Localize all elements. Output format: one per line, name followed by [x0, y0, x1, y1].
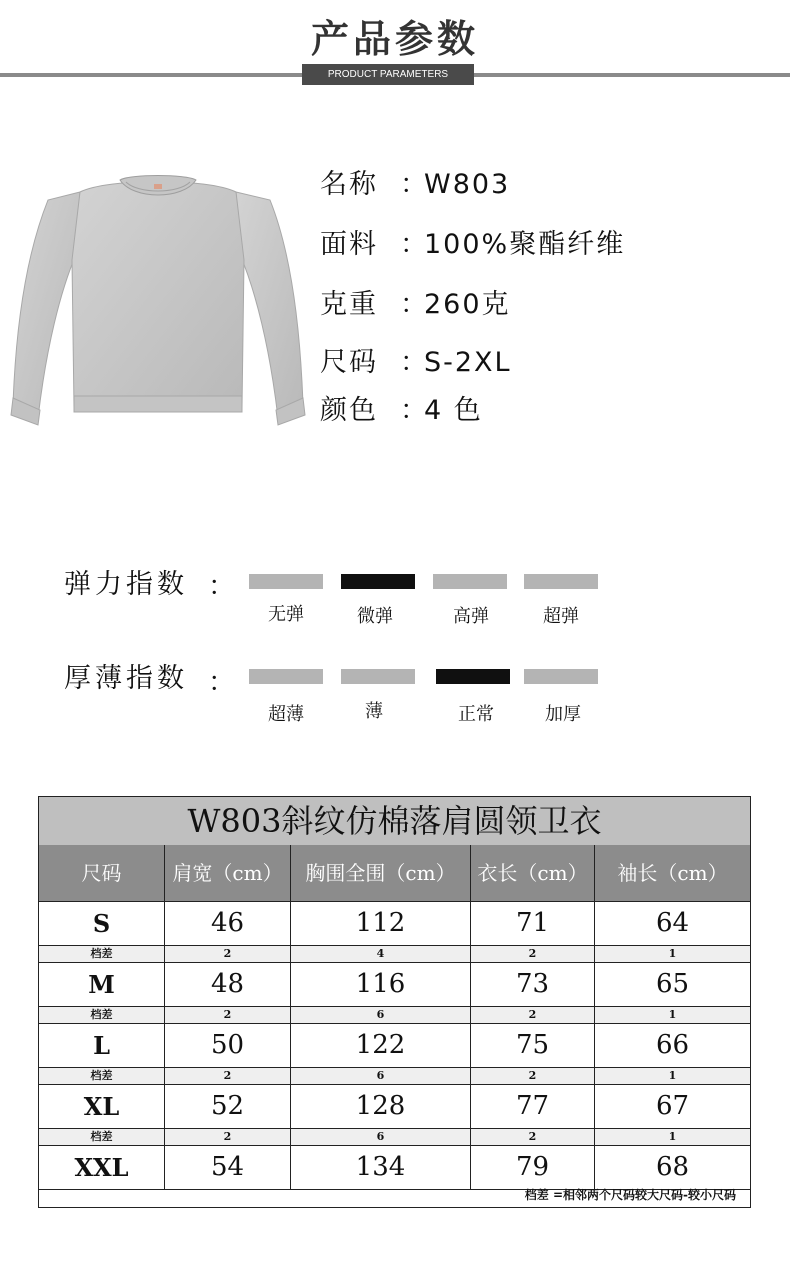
value-cell: 67: [655, 1091, 690, 1121]
spec-value: 260克: [424, 289, 511, 320]
table-row: [39, 1024, 750, 1068]
diff-cell: 6: [291, 1007, 471, 1023]
value-cell: 128: [291, 1085, 471, 1128]
value-cell: 66: [655, 1030, 690, 1060]
value-cell: 77: [471, 1085, 595, 1128]
elasticity-option: 高弹: [453, 606, 489, 627]
table-footnote: 档差 =相邻两个尺码较大尺码-较小尺码: [524, 1188, 736, 1202]
diff-cell: 1: [668, 1069, 677, 1082]
elasticity-option: 微弹: [357, 606, 393, 627]
thickness-colon: ：: [208, 667, 235, 698]
diff-cell: 2: [471, 1129, 595, 1145]
spec-weight-row: [320, 282, 511, 321]
spec-colon: ：: [400, 169, 429, 200]
header-cell: 肩宽（cm）: [165, 845, 291, 901]
thickness-bar: [436, 669, 510, 684]
diff-cell: 2: [471, 1007, 595, 1023]
value-cell: 112: [291, 902, 471, 945]
size-cell: M: [39, 963, 165, 1006]
diff-label: 档差: [39, 1007, 165, 1023]
spec-label: 尺码: [320, 347, 378, 378]
spec-label: 面料: [320, 229, 378, 260]
product-image: [8, 170, 308, 430]
size-cell: L: [39, 1024, 165, 1067]
size-table: [38, 796, 751, 1208]
diff-row: [39, 946, 750, 963]
spec-value: 4 色: [424, 395, 483, 426]
thickness-bar: [524, 669, 598, 684]
thickness-bar: [341, 669, 415, 684]
diff-cell: 6: [291, 1129, 471, 1145]
diff-cell: 1: [668, 947, 677, 960]
table-row: [39, 1085, 750, 1129]
spec-colon: ：: [400, 347, 429, 378]
diff-cell: 2: [165, 1068, 291, 1084]
spec-colon: ：: [400, 289, 429, 320]
spec-name-row: [320, 162, 510, 201]
spec-label: 颜色: [320, 395, 378, 426]
diff-row: [39, 1007, 750, 1024]
value-cell: 122: [291, 1024, 471, 1067]
spec-colon: ：: [400, 229, 429, 260]
table-row: [39, 902, 750, 946]
value-cell: 50: [165, 1024, 291, 1067]
page-title: 产品参数: [310, 17, 479, 61]
elasticity-label: 弹力指数: [64, 569, 188, 600]
size-table-title: W803斜纹仿棉落肩圆领卫衣: [39, 797, 750, 846]
diff-cell: 2: [471, 1068, 595, 1084]
value-cell: 48: [165, 963, 291, 1006]
spec-fabric-row: [320, 222, 625, 261]
size-cell: XL: [39, 1085, 165, 1128]
value-cell: 71: [471, 902, 595, 945]
diff-cell: 2: [165, 946, 291, 962]
diff-row: [39, 1129, 750, 1146]
value-cell: 64: [655, 908, 690, 938]
thickness-option: 正常: [458, 704, 494, 725]
value-cell: 54: [165, 1146, 291, 1189]
table-row: [39, 963, 750, 1007]
elasticity-bar: [341, 574, 415, 589]
elasticity-option: 超弹: [543, 606, 579, 627]
value-cell: 79: [471, 1146, 595, 1189]
size-cell: S: [39, 902, 165, 945]
spec-color-row: [320, 388, 483, 427]
size-cell: XXL: [39, 1146, 165, 1189]
thickness-option: 超薄: [268, 704, 304, 725]
header-cell: 袖长（cm）: [617, 861, 728, 885]
diff-cell: 2: [165, 1129, 291, 1145]
header-cell: 尺码: [39, 845, 165, 901]
spec-value: W803: [424, 169, 511, 200]
value-cell: 73: [471, 963, 595, 1006]
diff-label: 档差: [39, 946, 165, 962]
elasticity-bar: [524, 574, 598, 589]
elasticity-colon: ：: [208, 571, 235, 602]
value-cell: 52: [165, 1085, 291, 1128]
diff-row: [39, 1068, 750, 1085]
elasticity-option: 无弹: [268, 604, 304, 625]
spec-label: 名称: [320, 169, 378, 200]
thickness-label: 厚薄指数: [64, 663, 188, 694]
diff-cell: 4: [291, 946, 471, 962]
size-table-header: [39, 845, 750, 902]
header-cell: 衣长（cm）: [471, 845, 595, 901]
spec-colon: ：: [400, 395, 429, 426]
diff-cell: 1: [668, 1130, 677, 1143]
value-cell: 68: [655, 1152, 690, 1182]
diff-cell: 2: [165, 1007, 291, 1023]
page-subtitle: PRODUCT PARAMETERS: [302, 64, 474, 85]
value-cell: 134: [291, 1146, 471, 1189]
spec-size-row: [320, 340, 512, 379]
spec-label: 克重: [320, 289, 378, 320]
spec-value: 100%聚酯纤维: [424, 229, 626, 260]
value-cell: 75: [471, 1024, 595, 1067]
diff-cell: 1: [668, 1008, 677, 1021]
diff-label: 档差: [39, 1068, 165, 1084]
spec-value: S-2XL: [424, 347, 512, 378]
diff-label: 档差: [39, 1129, 165, 1145]
header-cell: 胸围全围（cm）: [291, 845, 471, 901]
value-cell: 116: [291, 963, 471, 1006]
elasticity-bar: [249, 574, 323, 589]
value-cell: 65: [655, 969, 690, 999]
thickness-option: 加厚: [545, 704, 581, 725]
diff-cell: 2: [471, 946, 595, 962]
diff-cell: 6: [291, 1068, 471, 1084]
thickness-option: 薄: [365, 701, 383, 722]
thickness-bar: [249, 669, 323, 684]
value-cell: 46: [165, 902, 291, 945]
elasticity-bar: [433, 574, 507, 589]
